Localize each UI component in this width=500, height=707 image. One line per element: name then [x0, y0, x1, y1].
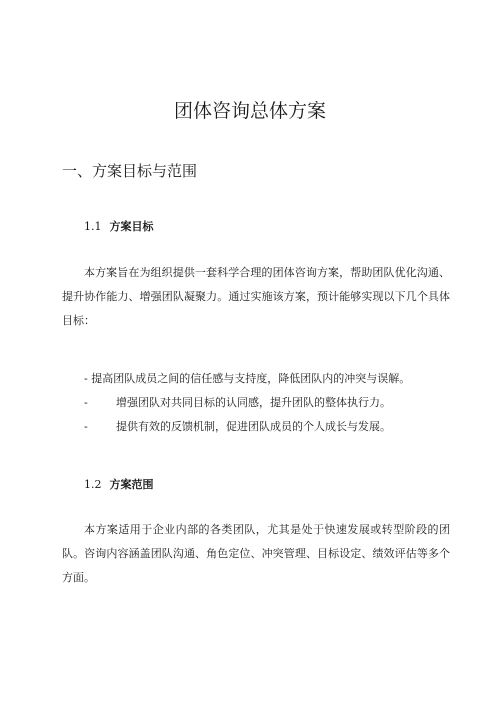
subsection-title: 方案目标: [109, 220, 154, 233]
paragraph-scope: 本方案适用于企业内部的各类团队，尤其是处于快速发展或转型阶段的团队。咨询内容涵盖团队沟通、角色定位、冲突管理、目标设定、绩效评估等多个方面。: [62, 523, 450, 584]
bullet-text: 提供有效的反馈机制，促进团队成员的个人成长与发展。: [116, 420, 391, 433]
subsection-heading-1-1: [84, 218, 154, 234]
bullet-dash: -: [84, 420, 88, 433]
section-heading: 一、方案目标与范围: [62, 162, 198, 180]
subsection-heading-1-2: [84, 476, 154, 492]
bullet-dash: -: [84, 372, 88, 385]
bullet-dash: -: [84, 396, 88, 409]
list-item: [84, 370, 410, 386]
list-item: [84, 394, 391, 410]
paragraph-goals: 本方案旨在为组织提供一套科学合理的团体咨询方案，帮助团队优化沟通、提升协作能力、增强团队凝聚力。通过实施该方案，预计能够实现以下几个具体目标：: [62, 266, 450, 327]
list-item: [84, 418, 391, 434]
subsection-title: 方案范围: [109, 478, 154, 491]
document-title: 团体咨询总体方案: [173, 100, 326, 122]
subsection-number: 1.1: [84, 220, 102, 233]
subsection-number: 1.2: [84, 478, 102, 491]
bullet-text: 增强团队对共同目标的认同感，提升团队的整体执行力。: [116, 396, 391, 409]
bullet-text: 提高团队成员之间的信任感与支持度，降低团队内的冲突与误解。: [91, 372, 411, 385]
